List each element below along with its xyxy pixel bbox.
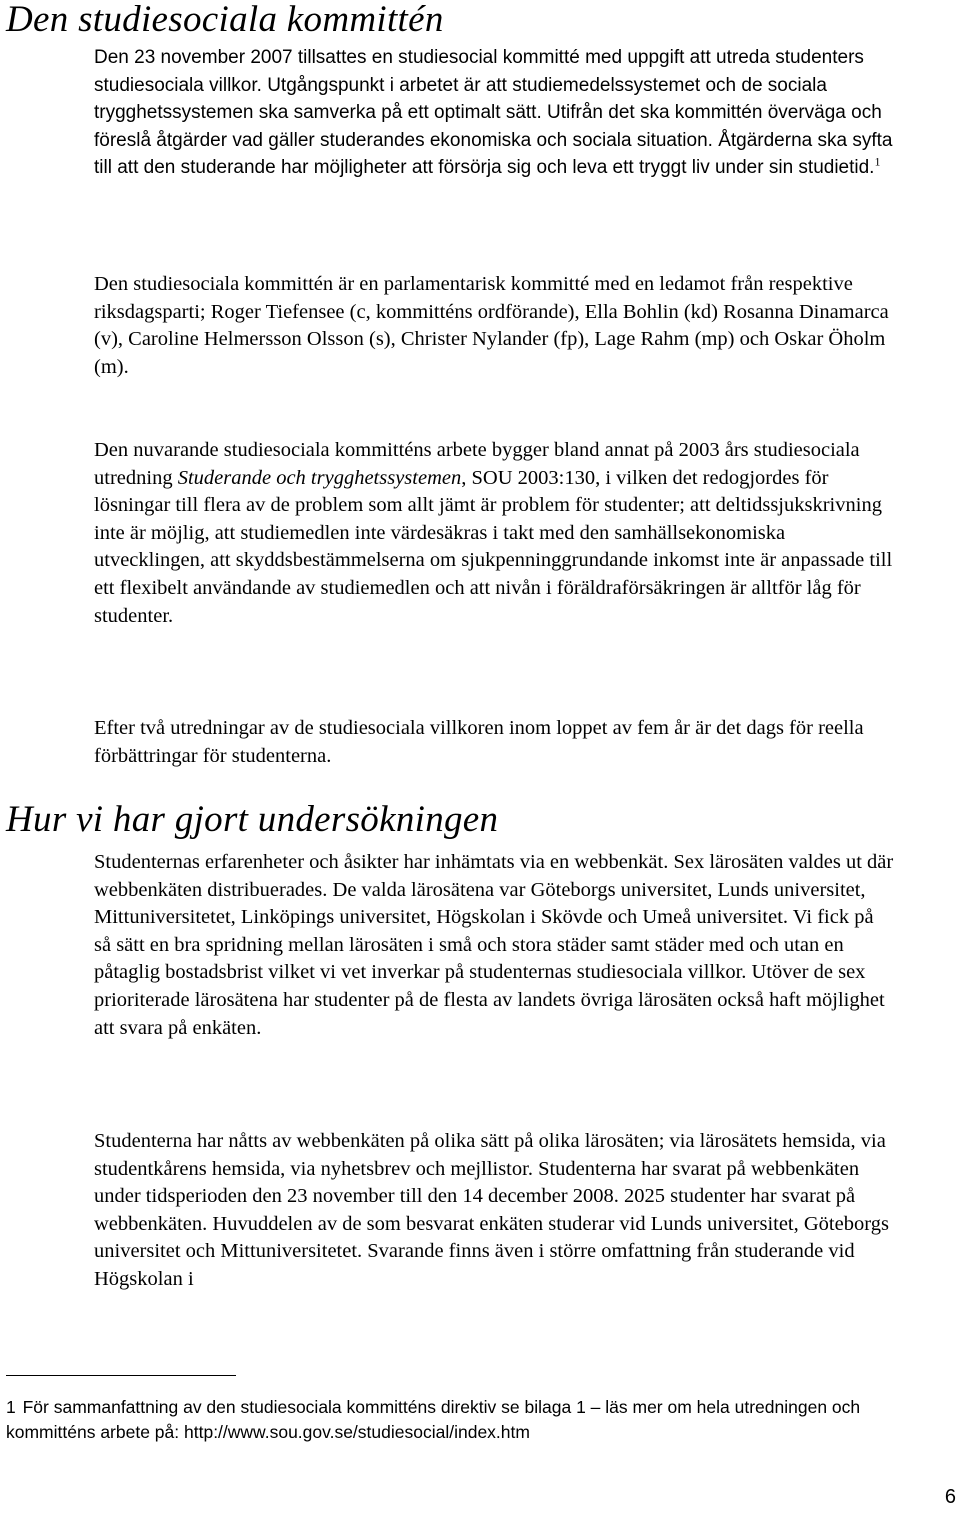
paragraph-text: , SOU 2003:130, i vilken det redogjordes för lösningar till flera av de problem som allt jämt är problem för studenter; att deltidssjukskrivning inte är möjlig, att studiemedlen inte värdesäkras i takt med den samhällsekonomiska utvecklingen, att skyddsbestämmelserna om sjukpenninggrundande inkomst inte är anpassade till ett flexibelt användande av studiemedlen och att nivån i föräldraförsäkringen är alltför låg för studenter. — [94, 466, 893, 627]
footnote-text: För sammanfattning av den studiesociala kommitténs direktiv se bilaga 1 – läs mer om hela utredningen och kommitténs arbete på: http://www.sou.gov.se/studiesocial/index.htm — [6, 1397, 861, 1442]
section-heading: Den studiesociala kommittén — [6, 0, 444, 40]
section-heading: Hur vi har gjort undersökningen — [6, 799, 499, 840]
footnote — [6, 1395, 936, 1445]
paragraph — [94, 44, 894, 182]
paragraph: Efter två utredningar av de studiesociala villkoren inom loppet av fem år är det dags för reella förbättringar för studenterna. — [94, 717, 864, 767]
footnote-divider — [6, 1375, 236, 1376]
paragraph — [94, 437, 894, 630]
paragraph: Studenternas erfarenheter och åsikter har inhämtats via en webbenkät. Sex lärosäten valdes ut där webbenkäten distribuerades. De valda lärosätena var Göteborgs universitet, Lunds universitet, Mittuniversitetet, Linköpings universitet, Högskolan i Skövde och Umeå universitet. Vi fick på så sätt en bra spridning mellan lärosäten i små och stora städer samt städer med och utan en påtaglig bostadsbrist vilket vi vet inverkar på studenternas studiesociala villkor. Utöver de sex prioriterade lärosätena har studenter på de flesta av landets övriga lärosäten också haft möjlighet att svara på enkäten. — [94, 851, 894, 1039]
footnote-reference[interactable]: 1 — [874, 155, 881, 170]
report-title: Studerande och trygghetssystemen — [177, 466, 462, 489]
paragraph: Den studiesociala kommittén är en parlamentarisk kommitté med en ledamot från respektive riksdagsparti; Roger Tiefensee (c, kommitténs ordförande), Ella Bohlin (kd) Rosanna Dinamarca (v), Caroline Helmersson Olsson (s), Christer Nylander (fp), Lage Rahm (mp) och Oskar Öholm (m). — [94, 273, 889, 378]
footnote-number: 1 — [6, 1397, 16, 1417]
paragraph-text: Den 23 november 2007 tillsattes en studiesocial kommitté med uppgift att utreda studenters studiesociala villkor. Utgångspunkt i arbetet är att studiemedelssystemet och de sociala trygghetssystemen ska samverka på ett optimalt sätt. Utifrån det ska kommittén överväga och föreslå åtgärder vad gäller studerandes ekonomiska och sociala situation. Åtgärderna ska syfta till att den studerande har möjligheter att försörja sig och leva ett tryggt liv under sin studietid. — [94, 47, 893, 179]
paragraph: Studenterna har nåtts av webbenkäten på olika sätt på olika lärosäten; via lärosätets hemsida, via studentkårens hemsida, via nyhetsbrev och mejllistor. Studenterna har svarat på webbenkäten under tidsperioden den 23 november till den 14 december 2008. 2025 studenter har svarat på webbenkäten. Huvuddelen av de som besvarat enkäten studerar vid Lunds universitet, Göteborgs universitet och Mittuniversitetet. Svarande finns även i större omfattning från studerande vid Högskolan i — [94, 1130, 889, 1290]
paragraph-text: Den nuvarande studiesociala kommitténs arbete bygger bland annat på 2003 års studiesociala utredning — [94, 439, 860, 489]
page-number: 6 — [944, 1486, 956, 1508]
